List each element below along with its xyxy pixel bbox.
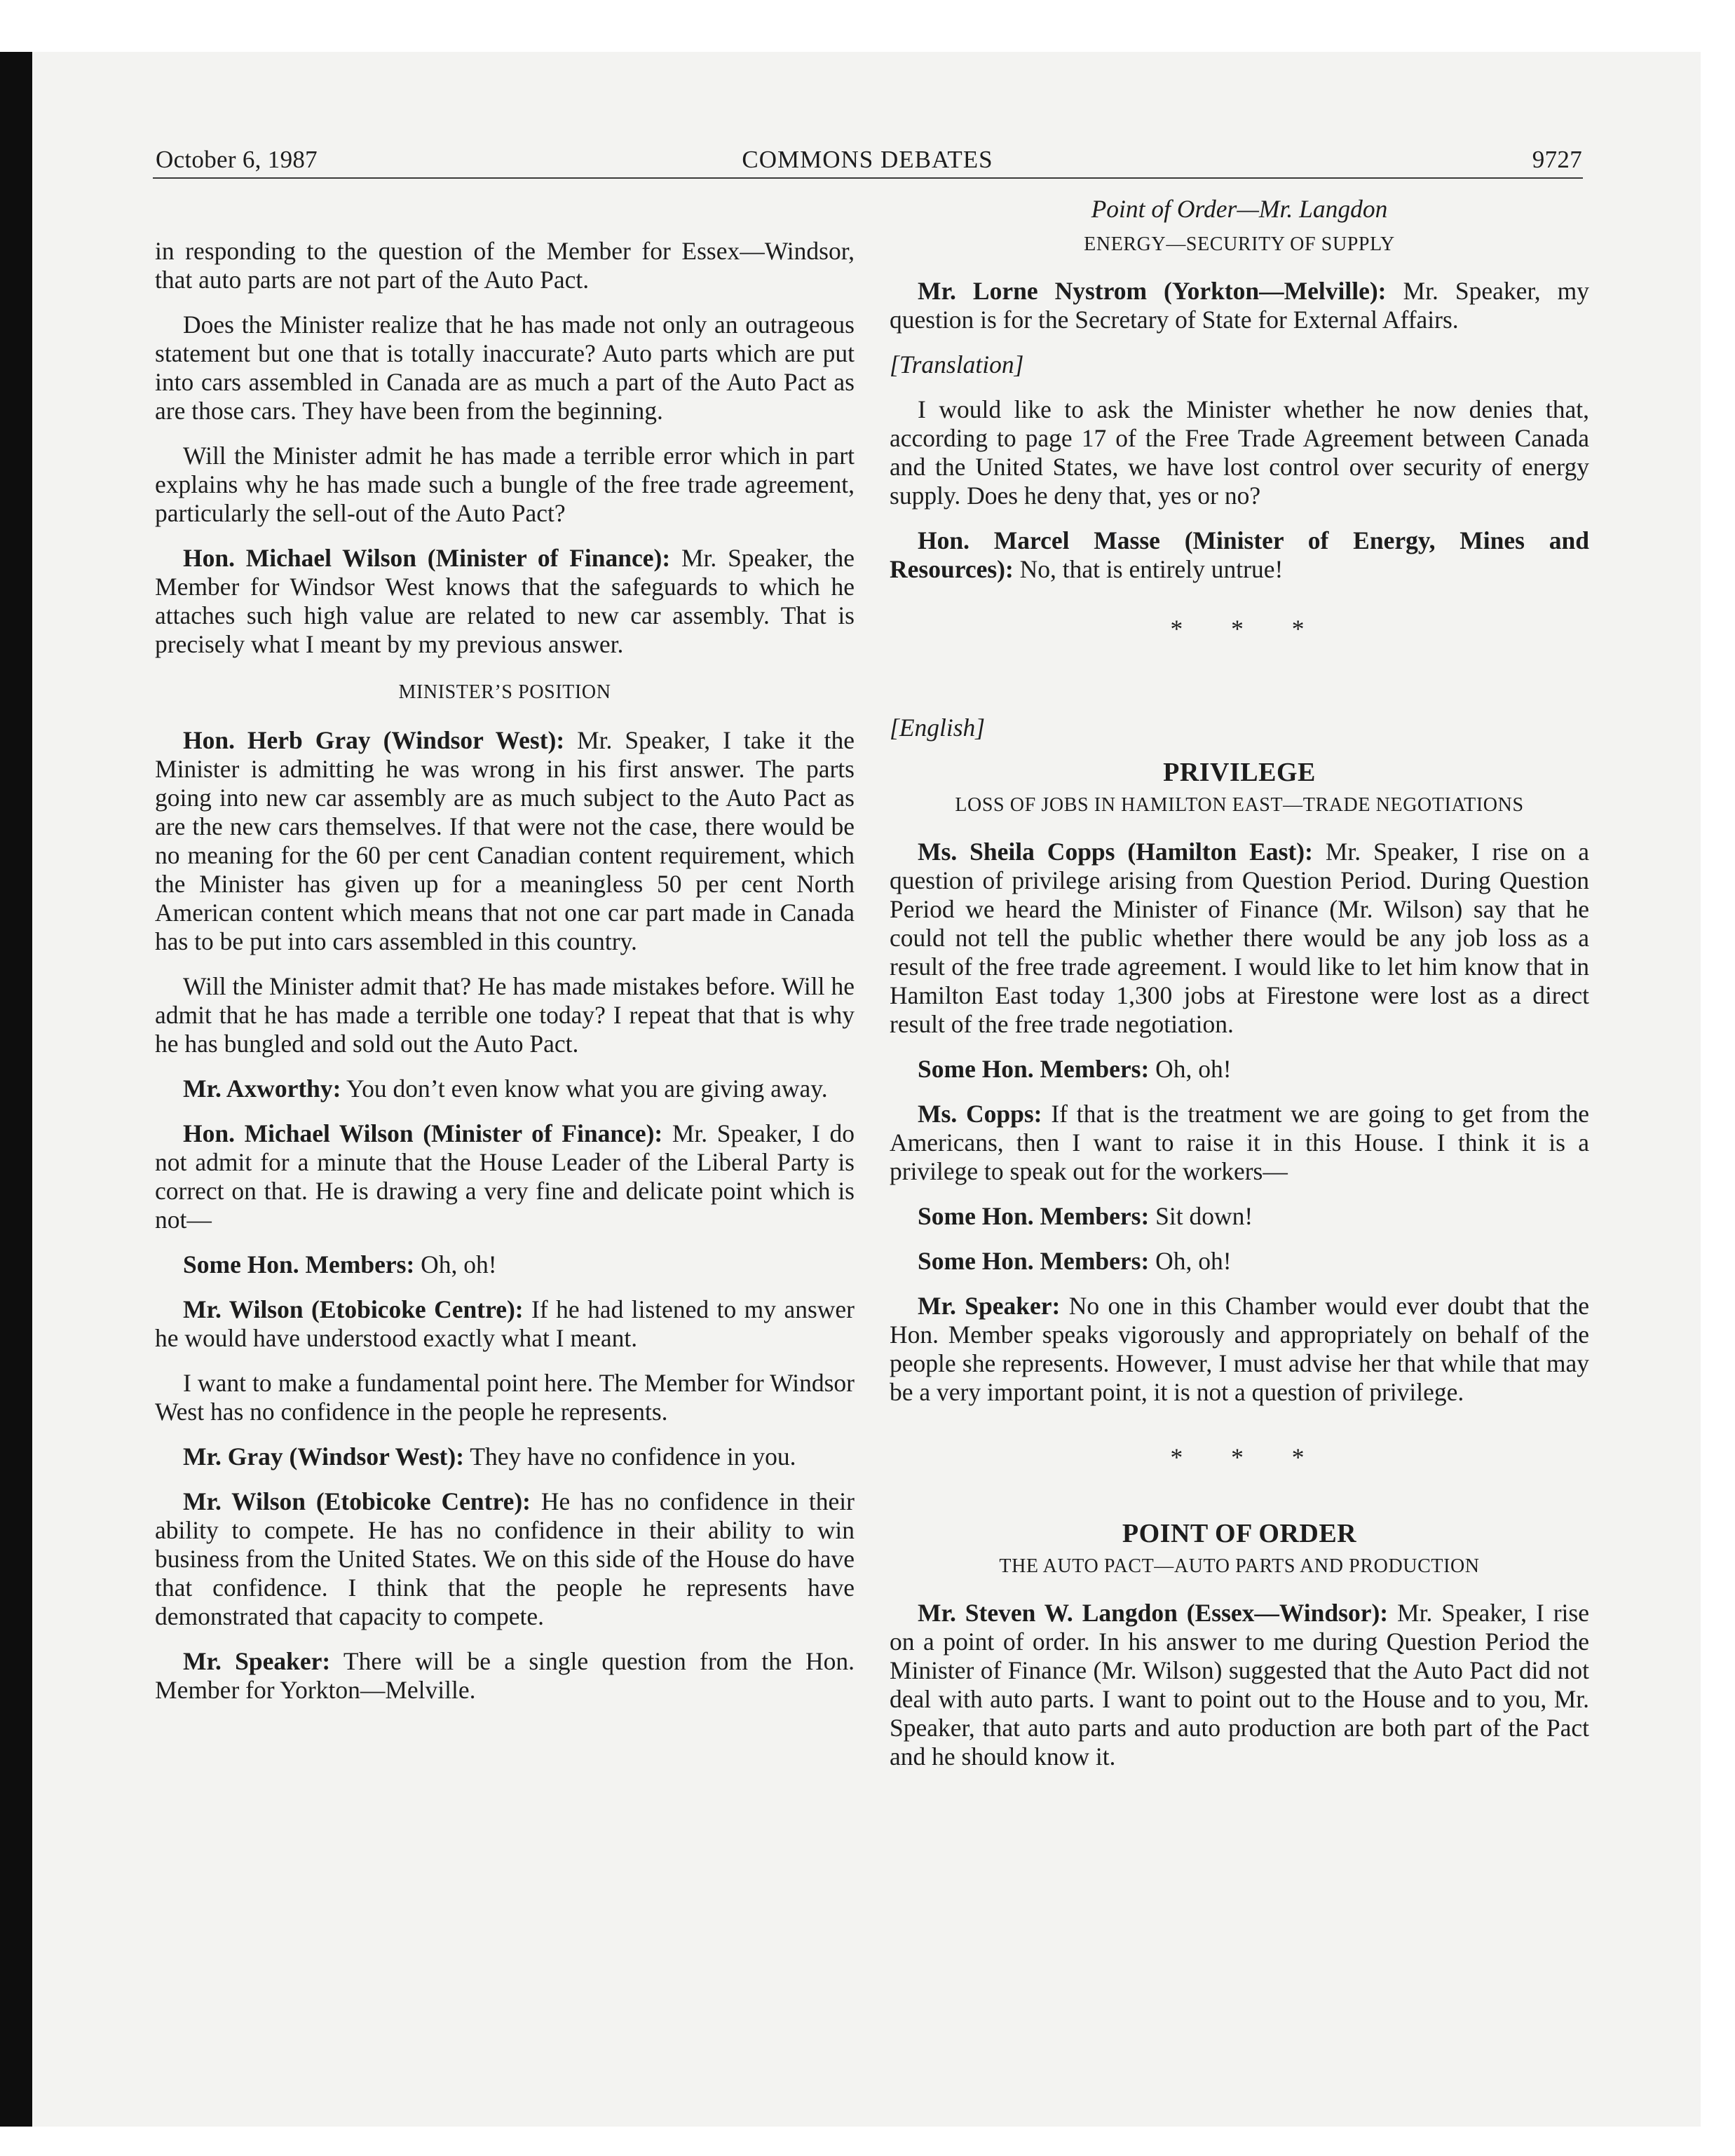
- speaker-name: Some Hon. Members:: [918, 1247, 1150, 1275]
- speech: [890, 1100, 1589, 1186]
- paragraph: in responding to the question of the Member for Essex—Windsor, that auto parts are not part of the Auto Pact.: [155, 237, 855, 294]
- speech-text: Oh, oh!: [1149, 1247, 1232, 1275]
- speech-text: No, that is entirely untrue!: [1013, 555, 1284, 583]
- speaker-name: Mr. Steven W. Langdon (Essex—Windsor):: [918, 1599, 1389, 1627]
- speech-text: If he had listened to my answer he would have understood exactly what I meant.: [155, 1295, 855, 1352]
- speech: [155, 1119, 855, 1234]
- speaker-name: Mr. Wilson (Etobicoke Centre):: [183, 1487, 531, 1515]
- speech-text: Oh, oh!: [414, 1250, 497, 1278]
- speech: [890, 1247, 1589, 1276]
- speaker-name: Mr. Lorne Nystrom (Yorkton—Melville):: [918, 277, 1387, 305]
- speech-text: Mr. Speaker, I rise on a point of order. In his answer to me during Question Period the Minister of Finance (Mr. Wilson) suggested that the Auto Pact did not deal with auto parts. I want to point out to the House and to you, Mr. Speaker, that auto parts and auto production are both part of the Pact and he should know it.: [890, 1599, 1589, 1770]
- speech-text: There will be a single question from the Hon. Member for Yorkton—Melville.: [155, 1647, 855, 1704]
- speech: [155, 1487, 855, 1631]
- section-heading: PRIVILEGE: [1163, 758, 1316, 787]
- speaker-name: Hon. Michael Wilson (Minister of Finance):: [183, 1119, 663, 1147]
- speaker-name: Some Hon. Members:: [918, 1202, 1150, 1230]
- speaker-name: Hon. Michael Wilson (Minister of Finance):: [183, 544, 671, 572]
- speech-text: You don’t even know what you are giving away.: [341, 1074, 828, 1103]
- speech: [890, 526, 1589, 584]
- speech-text: Mr. Speaker, I do not admit for a minute that the House Leader of the Liberal Party is correct on that. He is drawing a very fine and delicate point which is not—: [155, 1119, 855, 1234]
- speaker-name: Mr. Speaker:: [183, 1647, 331, 1675]
- speaker-name: Mr. Axworthy:: [183, 1074, 341, 1103]
- section-heading: POINT OF ORDER: [1122, 1519, 1357, 1548]
- paragraph: I would like to ask the Minister whether he now denies that, according to page 17 of the Free Trade Agreement between Canada and the United States, we have lost control over security of energy supply. Does he deny that, yes or no?: [890, 395, 1589, 510]
- speech: [890, 1292, 1589, 1407]
- language-marker: [English]: [890, 714, 986, 742]
- speech: [890, 838, 1589, 1039]
- speech-text: Oh, oh!: [1149, 1055, 1232, 1083]
- header-page-number: 9727: [1532, 146, 1582, 173]
- paragraph: Will the Minister admit he has made a terrible error which in part explains why he has made such a bungle of the free trade agreement, particularly the sell-out of the Auto Pact?: [155, 442, 855, 527]
- speech-text: Sit down!: [1149, 1202, 1253, 1230]
- header-rule: [153, 177, 1583, 179]
- speech-text: Mr. Speaker, the Member for Windsor West knows that the safeguards to which he attaches such high value are related to new car assembly. That is precisely what I meant by my previous answer.: [155, 544, 855, 658]
- paragraph: Will the Minister admit that? He has made mistakes before. Will he admit that he has made a terrible one today? I repeat that that is why he has bungled and sold out the Auto Pact.: [155, 972, 855, 1058]
- speech-text: Mr. Speaker, I rise on a question of privilege arising from Question Period. During Question Period we heard the Minister of Finance (Mr. Wilson) say that he could not tell the public whether there would be any job loss as a result of the free trade agreement. I would like to let him know that in Hamilton East today 1,300 jobs at Firestone were lost as a direct result of the free trade negotiation.: [890, 838, 1589, 1038]
- speaker-name: Some Hon. Members:: [183, 1250, 415, 1278]
- section-separator: * * *: [1170, 1443, 1326, 1471]
- paragraph: I want to make a fundamental point here. The Member for Windsor West has no confidence in the people he represents.: [155, 1369, 855, 1426]
- speech: [155, 1250, 855, 1279]
- speech-text: No one in this Chamber would ever doubt that the Hon. Member speaks vigorously and appropriately on behalf of the people she represents. However, I must advise her that while that may be a very important point, it is not a question of privilege.: [890, 1292, 1589, 1406]
- speech: [155, 726, 855, 956]
- speech: [155, 1442, 855, 1471]
- speech: [155, 1074, 855, 1103]
- speech-text: If that is the treatment we are going to get from the Americans, then I want to raise it in this House. I think it is a privilege to speak out for the workers—: [890, 1100, 1589, 1185]
- right-column: [890, 195, 1589, 1787]
- section-subheading: MINISTER’S POSITION: [398, 681, 611, 703]
- speech: [155, 1647, 855, 1705]
- speech: [890, 1202, 1589, 1231]
- paragraph: Does the Minister realize that he has made not only an outrageous statement but one that is totally inaccurate? Auto parts which are put into cars assembled in Canada are as much a part of the Auto Pact as are those cars. They have been from the beginning.: [155, 311, 855, 425]
- speech: [155, 1295, 855, 1353]
- header-date: October 6, 1987: [156, 146, 318, 173]
- section-subheading: THE AUTO PACT—AUTO PARTS AND PRODUCTION: [999, 1555, 1480, 1577]
- speaker-name: Ms. Copps:: [918, 1100, 1042, 1128]
- header-title: COMMONS DEBATES: [742, 146, 993, 173]
- speech-text: Mr. Speaker, I take it the Minister is admitting he was wrong in his first answer. The parts going into new car assembly are as much subject to the Auto Pact as are the new cars themselves. If that were not the case, there would be no meaning for the 60 per cent Canadian content requirement, which the Minister has given up for a meaningless 50 per cent North American content which means that not one car part made in Canada has to be put into cars assembled in this country.: [155, 726, 855, 955]
- speaker-name: Mr. Wilson (Etobicoke Centre):: [183, 1295, 524, 1323]
- speech-text: Mr. Speaker, my question is for the Secretary of State for External Affairs.: [890, 277, 1589, 334]
- speaker-name: Mr. Gray (Windsor West):: [183, 1442, 465, 1471]
- italic-running-heading: Point of Order—Mr. Langdon: [1091, 195, 1388, 223]
- speech-text: He has no confidence in their ability to compete. He has no confidence in their ability to win business from the United States. We on this side of the House do have that confidence. I think that the people he represents have demonstrated that capacity to compete.: [155, 1487, 855, 1630]
- scan-edge-bar: [0, 52, 32, 2127]
- speech-text: They have no confidence in you.: [464, 1442, 796, 1471]
- speech: [890, 277, 1589, 334]
- speaker-name: Hon. Herb Gray (Windsor West):: [183, 726, 565, 754]
- speaker-name: Some Hon. Members:: [918, 1055, 1150, 1083]
- speaker-name: Ms. Sheila Copps (Hamilton East):: [918, 838, 1313, 866]
- speaker-name: Hon. Marcel Masse (Minister of Energy, Mines and Resources):: [890, 526, 1589, 583]
- section-subheading: LOSS OF JOBS IN HAMILTON EAST—TRADE NEGOTIATIONS: [955, 794, 1524, 816]
- speech: [890, 1599, 1589, 1771]
- speech: [890, 1055, 1589, 1084]
- speech: [155, 544, 855, 659]
- section-separator: * * *: [1170, 615, 1326, 643]
- speaker-name: Mr. Speaker:: [918, 1292, 1061, 1320]
- translation-marker: [Translation]: [890, 350, 1024, 378]
- left-column: [155, 237, 855, 1721]
- section-subheading: ENERGY—SECURITY OF SUPPLY: [1084, 233, 1395, 255]
